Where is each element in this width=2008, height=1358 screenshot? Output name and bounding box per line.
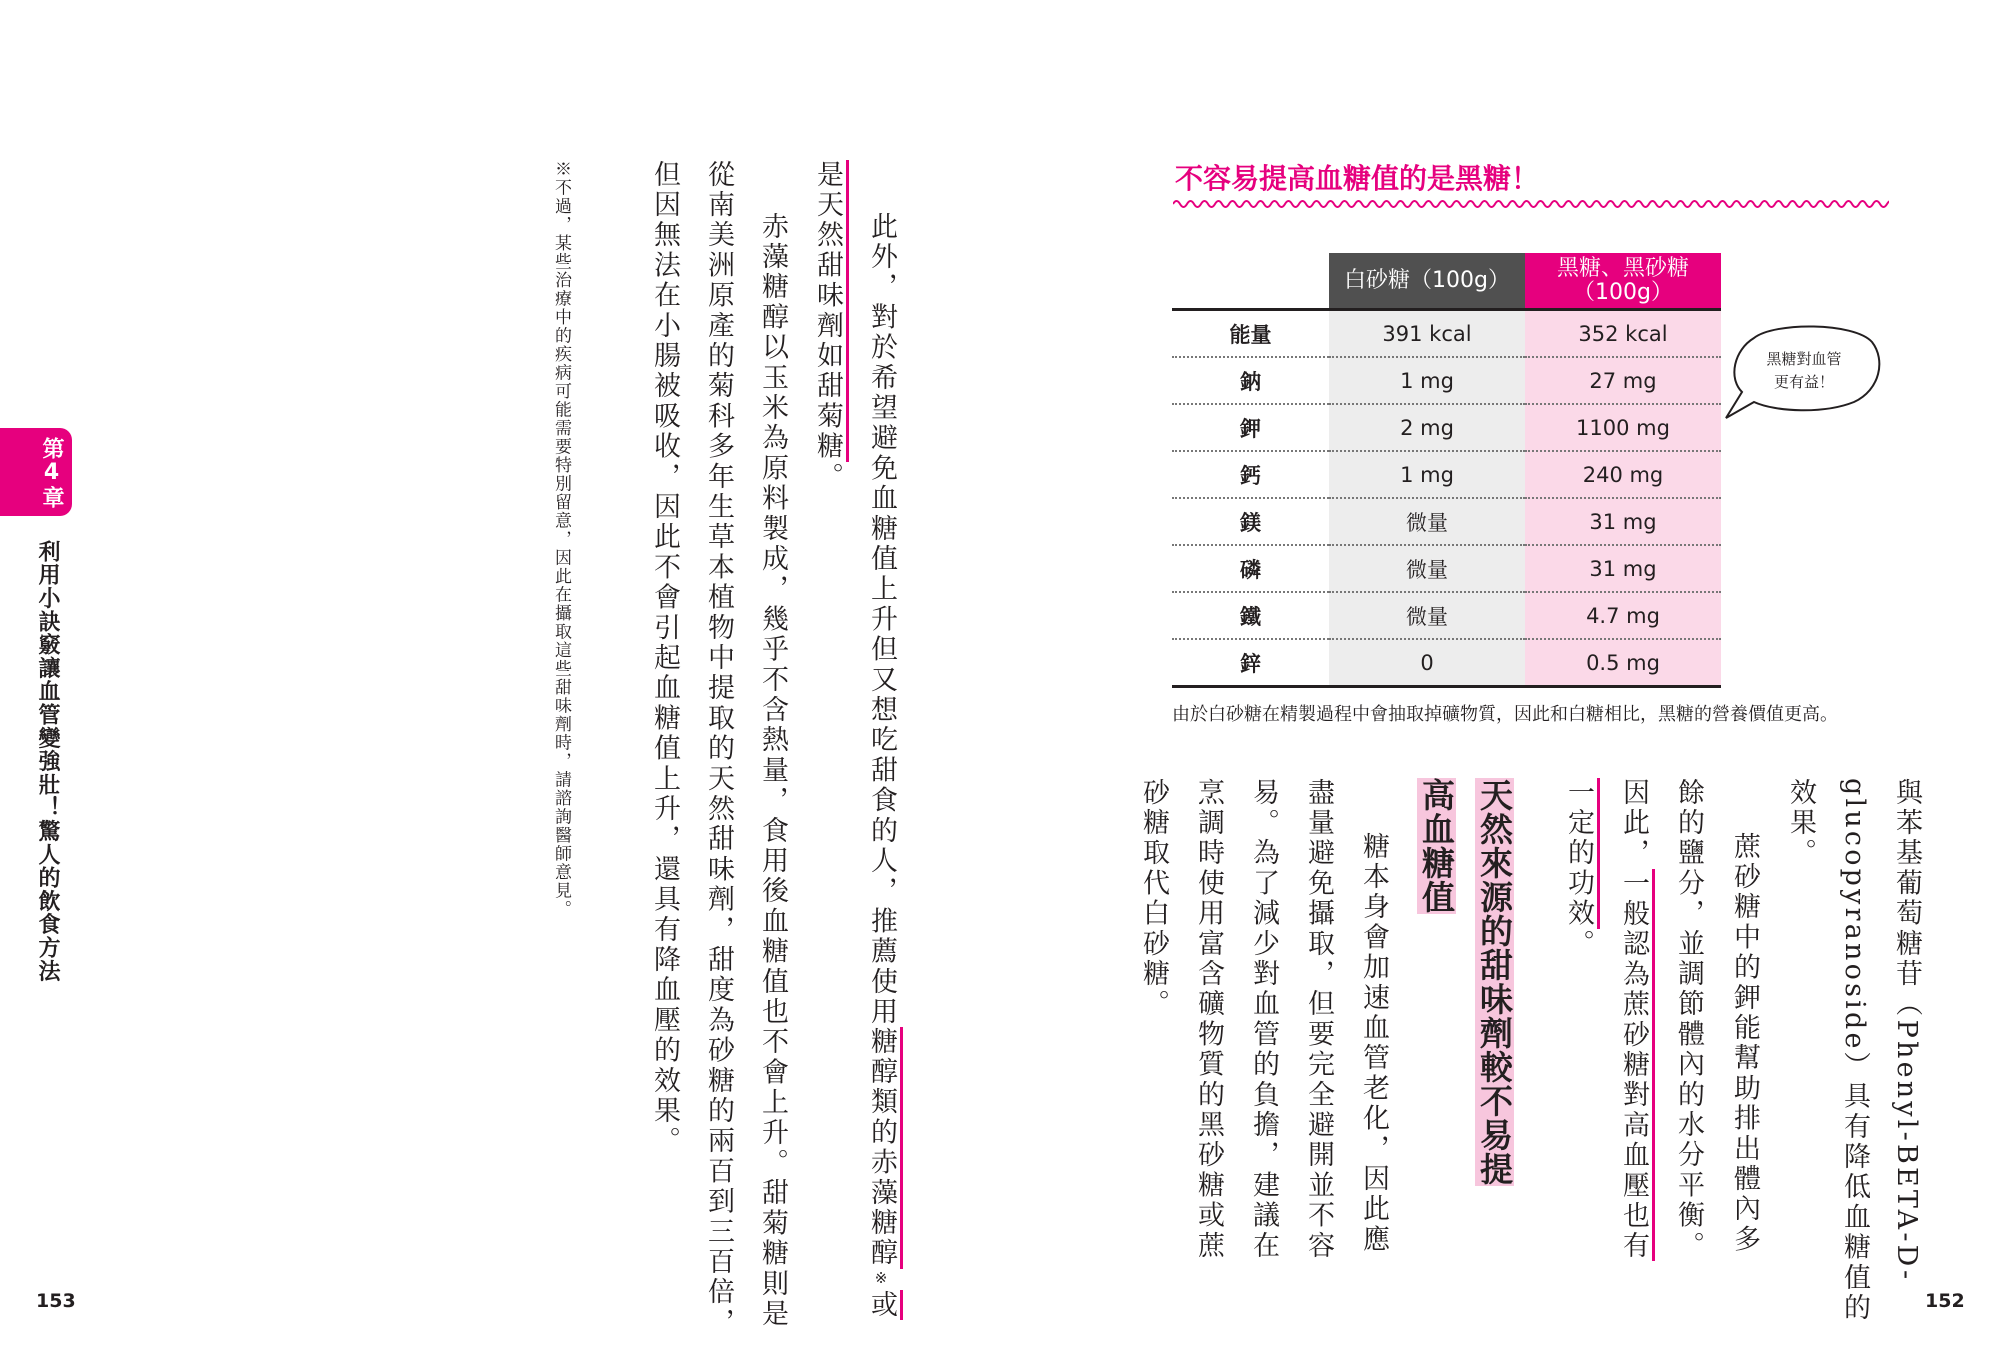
brown-sugar-value: 4.7 mg [1525, 592, 1721, 639]
right-col-6-text: 因此， [1618, 778, 1649, 869]
book-title: 利用小訣竅讓血管變強壯！驚人的飲食方法 [35, 540, 60, 983]
white-sugar-value: 391 kcal [1329, 310, 1525, 358]
section-heading-1-text: 天然來源的甜味劑較不易提 [1475, 778, 1514, 1186]
right-col-10: 易。為了減少對血管的負擔，建議在 [1248, 778, 1279, 1262]
white-sugar-value: 微量 [1329, 545, 1525, 592]
latin-term-1: Phenyl-BETA-D- [1891, 1019, 1922, 1283]
white-sugar-value: 2 mg [1329, 404, 1525, 451]
right-col-6 [1620, 778, 1647, 1261]
left-col-1-text: 此外，對於希望避免血糖值上升但又想吃甜食的人，推薦使用 [866, 212, 897, 1028]
brown-sugar-value: 352 kcal [1525, 310, 1721, 358]
chapter-label: 第4章 [39, 437, 64, 509]
section-heading-2-text: 高血糖值 [1417, 778, 1456, 914]
left-col-1-end: 或 [866, 1290, 903, 1320]
right-col-5: 餘的鹽分，並調節體內的水分平衡。 [1673, 778, 1704, 1262]
wavy-underline [1173, 197, 1889, 211]
table-row [1172, 592, 1721, 639]
table-header-brown-sugar: 黑糖、黑砂糖（100g） [1525, 253, 1721, 310]
page-number-left: 153 [36, 1290, 76, 1312]
right-col-2: glucopyranoside）具有降低血糖值的 [1839, 778, 1870, 1324]
table-row [1172, 310, 1721, 358]
row-label: 鋅 [1172, 639, 1329, 687]
table-row [1172, 357, 1721, 404]
right-col-12: 砂糖取代白砂糖。 [1138, 778, 1169, 1020]
table-caption: 由於白砂糖在精製過程中會抽取掉礦物質，因此和白糖相比，黑糖的營養價值更高。 [1172, 704, 1838, 725]
nutrition-table [1172, 253, 1721, 688]
left-col-1-highlight: 糖醇類的赤藻糖醇 [866, 1027, 903, 1269]
row-label: 鎂 [1172, 498, 1329, 545]
table-row [1172, 498, 1721, 545]
brown-sugar-value: 31 mg [1525, 545, 1721, 592]
page-number-right: 152 [1925, 1290, 1965, 1312]
right-col-7-end: 。 [1563, 929, 1594, 960]
brown-sugar-value: 240 mg [1525, 451, 1721, 498]
left-col-2-highlight: 是天然甜味劑如甜菊糖 [812, 160, 849, 462]
right-col-1-text: 與苯基葡萄糖苷（ [1891, 778, 1922, 1020]
footnote: ※不過，某些治療中的疾病可能需要特別留意，因此在攝取這些甜味劑時，請諮詢醫師意見。 [551, 160, 571, 919]
table-header-blank [1172, 253, 1329, 310]
row-label: 鉀 [1172, 404, 1329, 451]
left-col-5: 但因無法在小腸被吸收，因此不會引起血糖值上升，還具有降血壓的效果。 [649, 160, 680, 1157]
row-label: 鈉 [1172, 357, 1329, 404]
table-row [1172, 451, 1721, 498]
right-col-6-highlight: 一般認為蔗砂糖對高血壓也有 [1618, 869, 1655, 1262]
white-sugar-value: 微量 [1329, 592, 1525, 639]
brown-sugar-value: 1100 mg [1525, 404, 1721, 451]
left-col-1-note-mark: ※ [872, 1269, 890, 1291]
right-col-11: 烹調時使用富含礦物質的黑砂糖或蔗 [1193, 778, 1224, 1262]
brown-sugar-value: 0.5 mg [1525, 639, 1721, 687]
row-label: 磷 [1172, 545, 1329, 592]
left-col-3: 赤藻糖醇以玉米為原料製成，幾乎不含熱量，食用後血糖值也不會上升。甜菊糖則是 [757, 212, 788, 1330]
left-col-2-end: 。 [812, 462, 843, 493]
white-sugar-value: 0 [1329, 639, 1525, 687]
right-col-8: 糖本身會加速血管老化，因此應 [1358, 832, 1389, 1255]
table-row [1172, 404, 1721, 451]
right-col-9: 盡量避免攝取，但要完全避開並不容 [1303, 778, 1334, 1262]
section-heading-line-1 [1475, 778, 1514, 1186]
row-label: 鐵 [1172, 592, 1329, 639]
white-sugar-value: 1 mg [1329, 357, 1525, 404]
right-col-1 [1893, 778, 1920, 1282]
right-col-7-highlight: 一定的功效 [1563, 778, 1600, 929]
row-label: 能量 [1172, 310, 1329, 358]
brown-sugar-value: 31 mg [1525, 498, 1721, 545]
white-sugar-value: 微量 [1329, 498, 1525, 545]
bubble-line-1: 黑糖對血管 [1766, 350, 1842, 368]
left-col-2 [814, 160, 841, 492]
right-col-4: 蔗砂糖中的鉀能幫助排出體內多 [1729, 832, 1760, 1255]
table-header-white-sugar: 白砂糖（100g） [1329, 253, 1525, 310]
section-heading-line-2 [1417, 778, 1456, 914]
table-row [1172, 639, 1721, 687]
right-col-7 [1565, 778, 1592, 959]
row-label: 鈣 [1172, 451, 1329, 498]
table-title: 不容易提高血糖值的是黑糖！ [1175, 162, 1540, 195]
brown-sugar-value: 27 mg [1525, 357, 1721, 404]
left-col-4: 從南美洲原產的菊科多年生草本植物中提取的天然甜味劑，甜度為砂糖的兩百到三百倍， [703, 160, 734, 1338]
left-col-1 [868, 212, 895, 1320]
white-sugar-value: 1 mg [1329, 451, 1525, 498]
bubble-line-2: 更有益！ [1773, 373, 1834, 391]
table-row [1172, 545, 1721, 592]
right-col-3: 效果。 [1785, 778, 1816, 869]
bubble-text [1740, 348, 1868, 394]
